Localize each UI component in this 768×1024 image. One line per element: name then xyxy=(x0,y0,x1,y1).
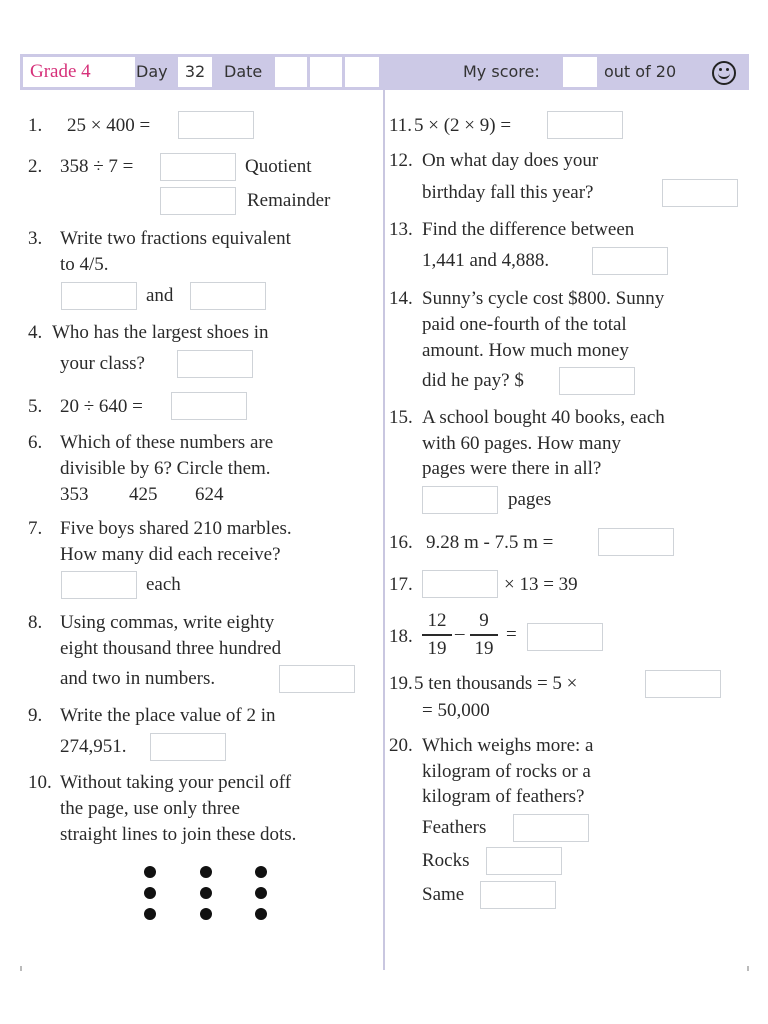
q16-text: 9.28 m - 7.5 m = xyxy=(426,532,554,553)
grade-label: Grade 4 xyxy=(23,57,135,87)
q15-line3: pages were there in all? xyxy=(422,458,602,479)
q10-line1: Without taking your pencil off xyxy=(60,772,292,793)
day-label: Day xyxy=(136,62,168,81)
q6-line1: Which of these numbers are xyxy=(60,432,274,453)
q12-answer-box[interactable] xyxy=(662,179,738,207)
q6-number-624[interactable]: 624 xyxy=(195,484,224,505)
q2-text: 358 ÷ 7 = xyxy=(60,156,134,177)
q18-numerator-1: 12 xyxy=(427,610,447,631)
score-field[interactable] xyxy=(563,57,597,87)
q3-line1: Write two fractions equivalent xyxy=(60,228,291,249)
q14-number: 14. xyxy=(389,288,413,309)
q9-number: 9. xyxy=(28,705,43,726)
q14-line4: did he pay? $ xyxy=(422,370,524,391)
q15-line1: A school bought 40 books, each xyxy=(422,407,665,428)
q3-and-label: and xyxy=(146,285,174,306)
q2-remainder-label: Remainder xyxy=(247,190,331,211)
q19-line1: 5 ten thousands = 5 × xyxy=(414,673,578,694)
q2-number: 2. xyxy=(28,156,43,177)
q20-number: 20. xyxy=(389,735,413,756)
grid-dot[interactable] xyxy=(255,866,267,878)
q15-line2: with 60 pages. How many xyxy=(422,433,621,454)
grid-dot[interactable] xyxy=(255,887,267,899)
grid-dot[interactable] xyxy=(144,866,156,878)
q11-text: 5 × (2 × 9) = xyxy=(414,115,512,136)
q7-line1: Five boys shared 210 marbles. xyxy=(60,518,292,539)
q3-answer-box-1[interactable] xyxy=(61,282,137,310)
q17-answer-box[interactable] xyxy=(422,570,498,598)
q1-text: 25 × 400 = xyxy=(67,115,151,136)
grid-dot[interactable] xyxy=(200,887,212,899)
q4-number: 4. xyxy=(28,322,43,343)
q4-line2: your class? xyxy=(60,353,145,374)
q1-answer-box[interactable] xyxy=(178,111,254,139)
day-number: 32 xyxy=(178,57,212,87)
q2-quotient-box[interactable] xyxy=(160,153,236,181)
date-label: Date xyxy=(224,62,263,81)
q8-answer-box[interactable] xyxy=(279,665,355,693)
q15-number: 15. xyxy=(389,407,413,428)
q6-line2: divisible by 6? Circle them. xyxy=(60,458,271,479)
q16-number: 16. xyxy=(389,532,413,553)
q9-line1: Write the place value of 2 in xyxy=(60,705,276,726)
q7-number: 7. xyxy=(28,518,43,539)
q20-feathers-box[interactable] xyxy=(513,814,589,842)
q18-numerator-2: 9 xyxy=(479,610,489,631)
q6-number-425[interactable]: 425 xyxy=(129,484,158,505)
q17-number: 17. xyxy=(389,574,413,595)
q19-answer-box[interactable] xyxy=(645,670,721,698)
q18-equals: = xyxy=(506,624,517,645)
q19-line2: = 50,000 xyxy=(422,700,490,721)
q10-line3: straight lines to join these dots. xyxy=(60,824,297,845)
q2-remainder-box[interactable] xyxy=(160,187,236,215)
q20-option-rocks: Rocks xyxy=(422,850,470,871)
q10-line2: the page, use only three xyxy=(60,798,240,819)
q5-number: 5. xyxy=(28,396,43,417)
q13-line1: Find the difference between xyxy=(422,219,635,240)
q3-answer-box-2[interactable] xyxy=(190,282,266,310)
q13-line2: 1,441 and 4,888. xyxy=(422,250,550,271)
q18-denominator-2: 19 xyxy=(474,638,494,659)
q14-line1: Sunny’s cycle cost $800. Sunny xyxy=(422,288,665,309)
q20-option-same: Same xyxy=(422,884,465,905)
grid-dot[interactable] xyxy=(200,908,212,920)
grid-dot[interactable] xyxy=(200,866,212,878)
q8-line2: eight thousand three hundred xyxy=(60,638,282,659)
q16-answer-box[interactable] xyxy=(598,528,674,556)
q20-rocks-box[interactable] xyxy=(486,847,562,875)
date-field-month[interactable] xyxy=(310,57,342,87)
q5-text: 20 ÷ 640 = xyxy=(60,396,143,417)
q8-number: 8. xyxy=(28,612,43,633)
q7-answer-box[interactable] xyxy=(61,571,137,599)
q18-minus: – xyxy=(455,623,465,644)
smiley-face-icon xyxy=(712,61,736,85)
q14-answer-box[interactable] xyxy=(559,367,635,395)
q4-line1: Who has the largest shoes in xyxy=(52,322,269,343)
q18-fraction-bar-1 xyxy=(422,634,452,636)
corner-mark-left xyxy=(20,966,22,971)
header-bar xyxy=(20,54,749,90)
q18-answer-box[interactable] xyxy=(527,623,603,651)
score-label: My score: xyxy=(463,62,540,81)
q5-answer-box[interactable] xyxy=(171,392,247,420)
q6-number-353[interactable]: 353 xyxy=(60,484,89,505)
q18-number: 18. xyxy=(389,626,413,647)
q14-line3: amount. How much money xyxy=(422,340,629,361)
q8-line3: and two in numbers. xyxy=(60,668,216,689)
q15-pages-label: pages xyxy=(508,489,552,510)
q20-option-feathers: Feathers xyxy=(422,817,487,838)
q6-number: 6. xyxy=(28,432,43,453)
q15-answer-box[interactable] xyxy=(422,486,498,514)
grid-dot[interactable] xyxy=(144,887,156,899)
q13-number: 13. xyxy=(389,219,413,240)
q4-answer-box[interactable] xyxy=(177,350,253,378)
q12-line2: birthday fall this year? xyxy=(422,182,594,203)
q18-denominator-1: 19 xyxy=(427,638,447,659)
q9-answer-box[interactable] xyxy=(150,733,226,761)
q11-answer-box[interactable] xyxy=(547,111,623,139)
grid-dot[interactable] xyxy=(144,908,156,920)
corner-mark-right xyxy=(747,966,749,971)
q3-line2: to 4/5. xyxy=(60,254,109,275)
q17-text: × 13 = 39 xyxy=(504,574,578,595)
q3-number: 3. xyxy=(28,228,43,249)
date-field-year[interactable] xyxy=(345,57,379,87)
q19-number: 19. xyxy=(389,673,413,694)
grid-dot[interactable] xyxy=(255,908,267,920)
q13-answer-box[interactable] xyxy=(592,247,668,275)
date-field-day[interactable] xyxy=(275,57,307,87)
q7-each-label: each xyxy=(146,574,181,595)
q20-same-box[interactable] xyxy=(480,881,556,909)
q8-line1: Using commas, write eighty xyxy=(60,612,275,633)
q7-line2: How many did each receive? xyxy=(60,544,281,565)
q20-line3: kilogram of feathers? xyxy=(422,786,585,807)
q9-line2: 274,951. xyxy=(60,736,127,757)
out-of-label: out of 20 xyxy=(604,62,677,81)
q20-line2: kilogram of rocks or a xyxy=(422,761,591,782)
q2-quotient-label: Quotient xyxy=(245,156,312,177)
column-divider xyxy=(383,90,385,970)
q12-line1: On what day does your xyxy=(422,150,599,171)
q20-line1: Which weighs more: a xyxy=(422,735,594,756)
q10-number: 10. xyxy=(28,772,52,793)
q11-number: 11. xyxy=(389,115,413,136)
q14-line2: paid one-fourth of the total xyxy=(422,314,627,335)
q18-fraction-bar-2 xyxy=(470,634,498,636)
q1-number: 1. xyxy=(28,115,43,136)
q12-number: 12. xyxy=(389,150,413,171)
